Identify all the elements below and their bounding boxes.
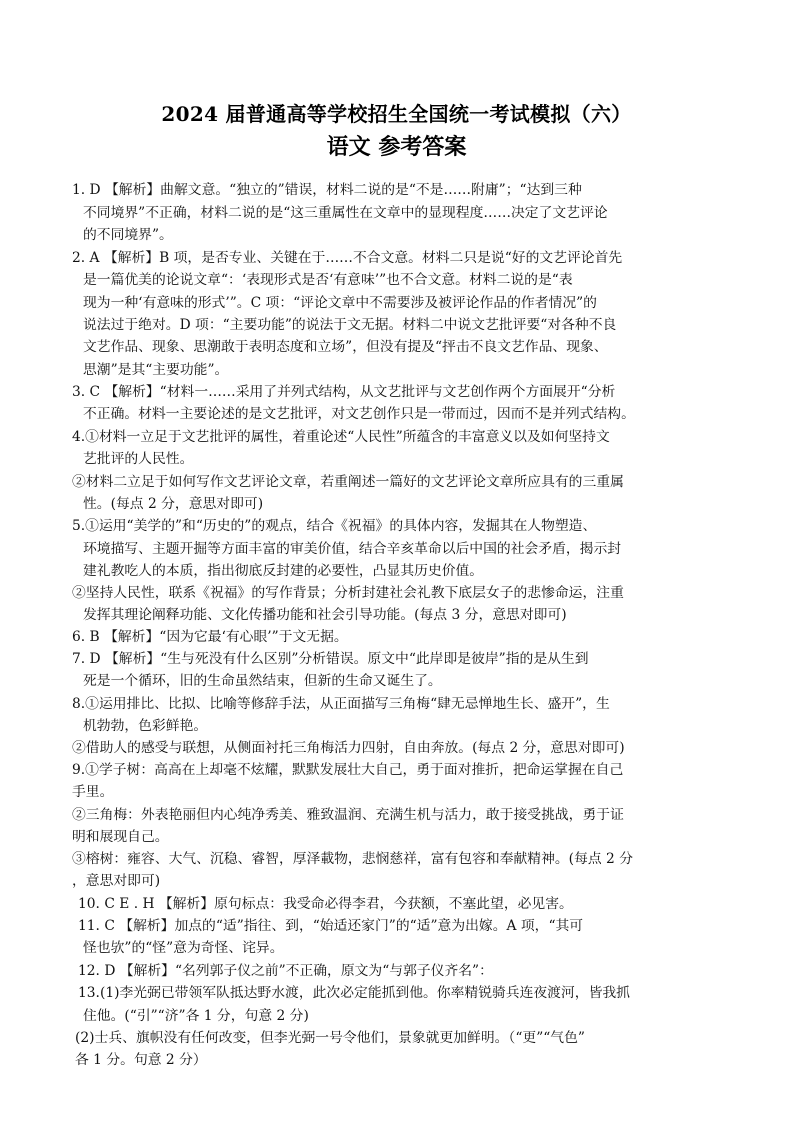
answer-line: 死是一个循环，旧的生命虽然结束，但新的生命又诞生了。	[83, 673, 442, 689]
answer-line: 11. C 【解析】加点的“适”指往、到，“始适还家门”的“适”意为出嫁。A 项，“其可	[78, 918, 584, 934]
answer-line: 10. C E . H 【解析】原句标点：我受命必得李君，今获额，不塞此望，必见害。	[78, 896, 573, 912]
answer-line: ②三角梅：外表艳丽但内心纯净秀美、雅致温润、充满生机与活力，敢于接受挑战，勇于证	[72, 807, 624, 823]
answer-line: ②借助人的感受与联想，从侧面衬托三角梅活力四射，自由奔放。(每点 2 分，意思对即可)	[72, 740, 625, 756]
answer-line: 明和展现自己。	[72, 829, 169, 845]
answer-line: 艺批评的人民性。	[83, 451, 194, 467]
answer-line: ②材料二立足于如何写作文艺评论文章，若重阐述一篇好的文艺评论文章所应具有的三重属	[72, 474, 624, 490]
answer-line: 怪也欤”的“怪”意为奇怪、诧异。	[83, 940, 284, 956]
answer-line: 2. A 【解析】B 项，是否专业、关键在于……不合文意。材料二只是说“好的文艺评论首先	[72, 250, 623, 266]
answer-line: 3. C 【解析】“材料一……采用了并列式结构，从文艺批评与文艺创作两个方面展开“分析	[72, 384, 616, 400]
answer-line: 建礼教吃人的本质，指出彻底反封建的必要性，凸显其历史价值。	[83, 563, 484, 579]
answer-line: ③榕树：雍容、大气、沉稳、睿智，厚泽載物，悲悯慈祥，富有包容和奉献精神。(每点 2 分	[72, 851, 634, 867]
answer-line: 不同境界”不正确，材料二说的是“这三重属性在文章中的显现程度……决定了文艺评论	[83, 205, 608, 221]
answer-line: (2)士兵、旗帜没有任何改变，但李光弼一号令他们，景象就更加鲜明。（“更”“气色”	[75, 1030, 585, 1046]
answer-line: 思潮”是其“主要功能”。	[83, 362, 229, 378]
exam-title: 2024 届普通高等学校招生全国统一考试模拟（六）	[161, 102, 632, 126]
answer-line: 1. D 【解析】曲解文意。“独立的”错误，材料二说的是“不是……附庸”；“达到三种	[72, 182, 582, 198]
answer-line: 5.①运用“美学的”和“历史的”的观点，结合《祝福》的具体内容，发掘其在人物塑造、	[72, 518, 597, 534]
answer-line: 性。(每点 2 分，意思对即可)	[83, 496, 264, 512]
answer-line: 是一篇优美的论说文章“：‘表现形式是否‘有意味’”也不合文意。材料二说的是“表	[83, 272, 573, 288]
answer-line: 文艺作品、现象、思潮敢于表明态度和立场”，但没有提及“抨击不良文艺作品、现象、	[83, 339, 608, 355]
answer-line: 的不同境界”。	[83, 227, 173, 243]
answer-line: ②坚持人民性，联系《祝福》的写作背景；分析封建社会礼教下底层女子的悲惨命运，注重	[72, 585, 624, 601]
answer-line: 发挥其理论阐释功能、文化传播功能和社会引导功能。(每点 3 分，意思对即可)	[83, 607, 567, 623]
answer-line: 机勃勃，色彩鲜艳。	[83, 718, 208, 734]
answer-line: 7. D 【解析】“生与死没有什么区别”分析错误。原文中“此岸即是彼岸”指的是从生到	[72, 651, 589, 667]
answer-line: 现为一种‘有意味的形式’”。C 项：“评论文章中不需要涉及被评论作品的作者情况”的	[83, 295, 597, 311]
answer-line: 环境描写、主题开掘等方面丰富的审美价值，结合辛亥革命以后中国的社会矛盾，揭示封	[83, 541, 622, 557]
answer-line: 住他。(“引”“济”各 1 分，句意 2 分)	[83, 1008, 309, 1024]
answer-line: 6. B 【解析】“因为它最‘有心眼’”于文无据。	[72, 629, 348, 645]
subject-answer-title: 语文 参考答案	[326, 134, 467, 160]
answer-line: 说法过于绝对。D 项：“主要功能”的说法于文无据。材料二中说文艺批评要“对各种不良	[83, 317, 617, 333]
answer-line: 4.①材料一立足于文艺批评的属性，着重论述“人民性”所蕴含的丰富意义以及如何坚持文	[72, 429, 610, 445]
answer-line: 13.(1)李光弼已带领军队抵达野水渡，此次必定能抓到他。你率精锐骑兵连夜渡河，皆我抓	[78, 985, 630, 1001]
answer-line: 各 1 分。句意 2 分）	[75, 1052, 207, 1068]
answer-line: 12. D 【解析】“名列郭子仪之前”不正确，原文为“与郭子仪齐名”：	[78, 963, 493, 979]
answer-line: 不正确。材料一主要论述的是文艺批评，对文艺创作只是一带而过，因而不是并列式结构。	[83, 406, 635, 422]
answer-line: 9.①学子树：高高在上却毫不炫耀，默默发展壮大自己，勇于面对推折，把命运掌握在自己	[72, 762, 624, 778]
answer-line: ，意思对即可)	[72, 873, 161, 889]
answer-line: 8.①运用排比、比拟、比喻等修辞手法，从正面描写三角梅“肆无忌惮地生长、盛开”，生	[72, 696, 610, 712]
answer-line: 手里。	[72, 784, 114, 800]
